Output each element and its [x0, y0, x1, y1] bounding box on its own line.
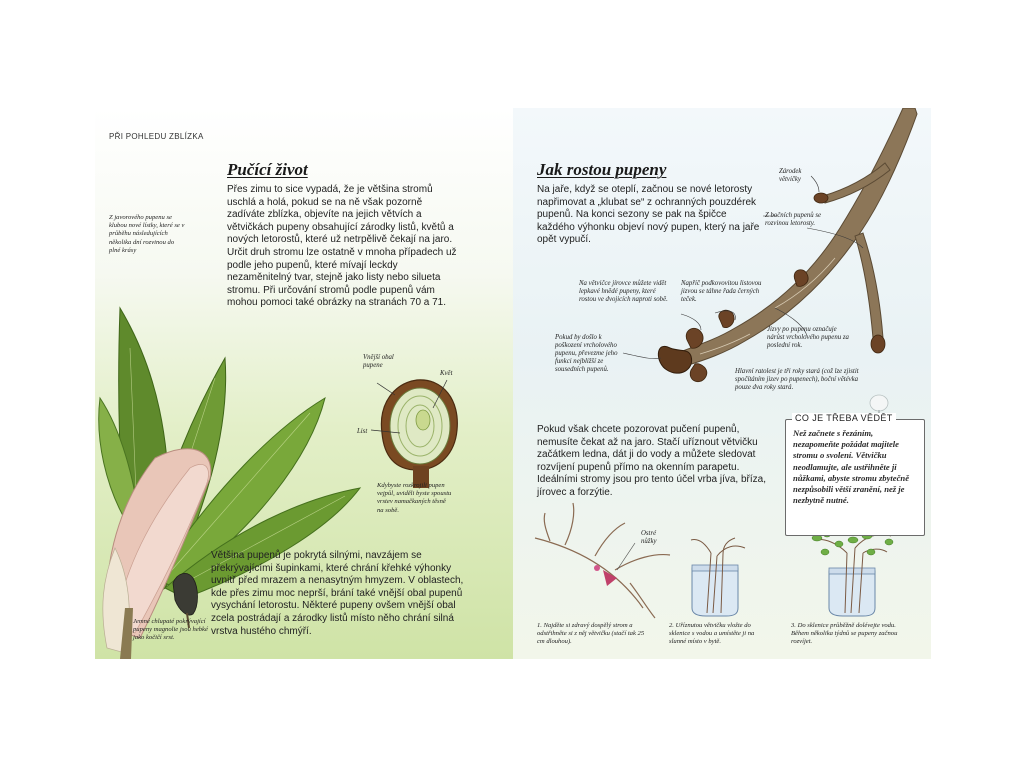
step2-jar-illustration	[691, 538, 745, 616]
label-twig-embryo: Zárodek větvičky	[779, 168, 802, 183]
bud-cross-section-illustration	[371, 380, 457, 488]
right-title: Jak rostou pupeny	[537, 160, 667, 179]
label-bud-ring: Jizvy po pupenu označuje nárůst vrcholového pupenu za poslední rok.	[767, 326, 849, 349]
left-paragraph-2: Většina pupenů je pokrytá silnými, navzájem se překrývajícími šupinkami, které chrání křehké výhonky uvnitř před mrazem a nenasytným hmyzem. V oblastech, kde přes zimu moc neprší, brání také vnější obal pupenů vysychání letorostu. Některé pupeny ovšem vnější obal zcela postrádají a zárodky listů místo něho chrání silná vrstva hustého chmýří.	[211, 550, 464, 637]
book-spread	[95, 108, 931, 659]
caption-magnolia: Jemné chlupaté pokrývající pupeny magnolie jsou hebké jako kočičí srst.	[133, 618, 208, 642]
caption-maple: Z javorového pupenu se klubou nové lístky, které se v průběhu následujících několika dní rozvinou do plné krásy	[109, 214, 185, 254]
right-paragraph-2: Pokud však chcete pozorovat pučení pupenů, nemusíte čekat až na jaro. Stačí uříznout větvičku začátkem ledna, dát ji do vody a můžete sledovat rozvíjení pupenů přímo na okenním parapetu. Ideálními stromy jsou pro tento účel vrba jíva, bříza, jírovec a forzýtie.	[537, 424, 766, 498]
label-outer-scale: Vnější obal pupene	[363, 354, 394, 369]
label-lateral-buds: Z bočních pupenů se rozvinou letorosty.	[765, 212, 822, 227]
info-box-title: CO JE TŘEBA VĚDĚT	[792, 413, 896, 423]
label-backup-bud: Pokud by došlo k poškození vrcholového pupenu, převezme jeho funkci nejbližší ze sousedních pupenů.	[555, 334, 618, 373]
step-1-caption: 1. Najděte si zdravý dospělý strom a odstřihněte si z něj větvičku (stačí tak 25 cm dlouhou).	[537, 622, 645, 646]
right-paragraph-1: Na jaře, když se oteplí, začnou se nové letorosty napřimovat a „klubat se“ z ochranných pouzdérek pupenů. Na konci sezony se pak na špičce každého výhonku objeví nový pupen, který na jaře opět vypučí.	[537, 184, 760, 246]
left-paragraph-1: Přes zimu to sice vypadá, že je většina stromů uschlá a holá, pokud se na ně však pozorně zadíváte zblízka, objevíte na jejich větvích a větvičkách pupeny obsahující zárodky listů, květů a nových letorostů, které už netrpělivě čekají na jaro. Určit druh stromu lze ostatně v mnoha případech už podle jeho pupenů, které mívají leckdy nezaměnitelný tvar, stejně jako listy nebo silueta stromu. Při určování stromů podle pupenů vám mohou pomoci také obrázky na stranách 70 a 71.	[227, 184, 457, 309]
step3-jar-illustration	[812, 527, 893, 616]
step-2-caption: 2. Uříznutou větvičku vložte do sklenice s vodou a umístěte ji na slunné místo v bytě.	[669, 622, 755, 646]
step-3-caption: 3. Do sklenice průběžně dolévejte vodu. Během několika týdnů se pupeny začnou rozvíjet.	[791, 622, 898, 646]
label-flower: Květ	[440, 370, 453, 377]
label-leaf: List	[357, 428, 368, 435]
caption-section: Kdybyste rozkrojili pupen vejpůl, uviděli byste spoustu vrstev namačkaných těsně na sobě.	[377, 482, 452, 514]
label-chestnut-buds: Na větvičce jírovce můžete vidět lepkavé hnědé pupeny, které rostou ve dvojicích naproti sobě.	[579, 280, 668, 303]
info-box	[785, 413, 925, 536]
info-box-text: Než začnete s řezáním, nezapomeňte požádat majitele stromu o svolení. Větvičku neodlamujte, ale ustřihněte ji nůžkami, abyste stromu zbytečně nezpůsobili větší zranění, než je nezbytně nutné.	[793, 428, 910, 506]
left-title: Pučící život	[227, 160, 308, 179]
label-leaf-scars: Napříč podkovovitou listovou jizvou se táhne řada černých teček.	[681, 280, 762, 303]
page-header: PŘI POHLEDU ZBLÍZKA	[109, 132, 204, 141]
step1-branch-illustration	[535, 503, 670, 618]
label-branch-age: Hlavní ratolest je tři roky stará (což lze zjistit spočítáním jizev po pupenech), boční větévka pouze dva roky stará.	[735, 368, 859, 391]
shears-icon	[594, 543, 635, 586]
label-shears: Ostré nůžky	[641, 530, 657, 545]
